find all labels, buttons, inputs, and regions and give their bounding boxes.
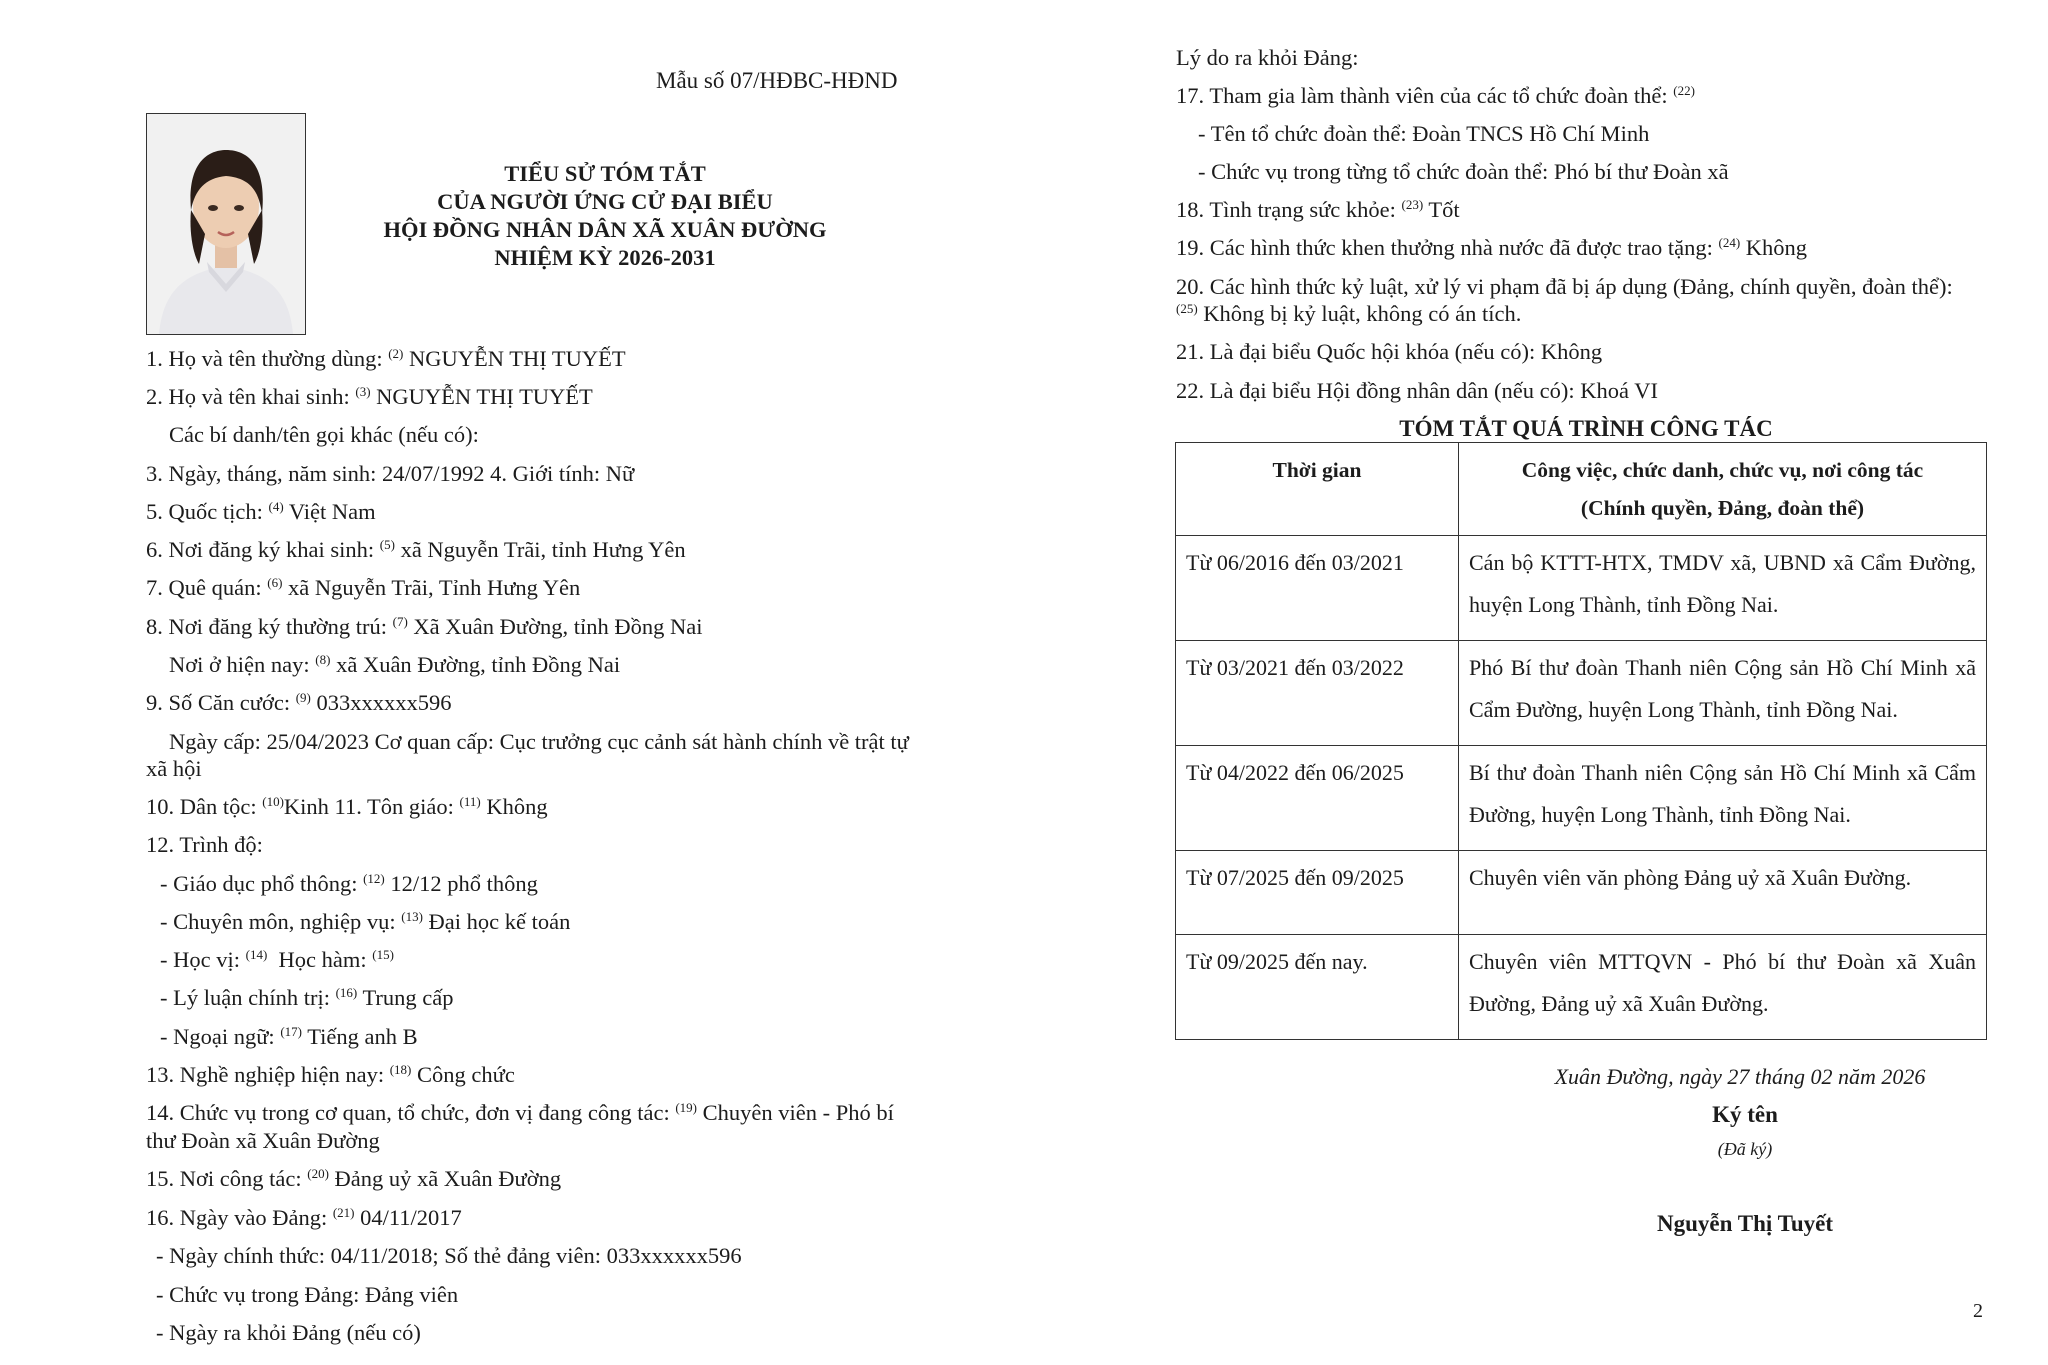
field-workplace [146,1164,561,1194]
footnote-ref: (18) [389,1062,412,1077]
cell-time: Từ 06/2016 đến 03/2021 [1176,536,1459,641]
field-value: xã Nguyễn Trãi, tỉnh Hưng Yên [400,537,686,562]
field-value: Đại học kế toán [428,909,571,934]
field-value: 033xxxxxx596 [316,690,452,715]
field-value: Tiếng anh B [307,1024,418,1049]
field-value: Không [1745,235,1808,260]
header-job-line: Công việc, chức danh, chức vụ, nơi công tác [1521,458,1924,482]
field-aliases: Các bí danh/tên gọi khác (nếu có): [169,422,479,447]
field-party-leave-reason: Lý do ra khỏi Đảng: [1176,45,1359,70]
field-party-official: - Ngày chính thức: 04/11/2018; Số thẻ đảng viên: 033xxxxxx596 [156,1243,742,1268]
signature-label: Ký tên [1712,1102,1778,1127]
footnote-ref: (12) [363,871,385,886]
title-line: TIỂU SỬ TÓM TẮT [504,161,706,186]
field-label: 10. Dân tộc: [146,794,257,819]
field-label: Nơi ở hiện nay: [169,652,310,677]
footnote-ref: (6) [267,575,283,590]
field-label: - Giáo dục phổ thông: [160,871,358,896]
field-nationality [146,497,376,527]
field-value: xã Xuân Đường, tỉnh Đồng Nai [336,652,621,677]
field-value: Trung cấp [362,985,454,1010]
field-value: 04/11/2017 [360,1205,462,1230]
field-national-assembly: 21. Là đại biểu Quốc hội khóa (nếu có): Không [1176,339,1603,364]
field-label: - Học vị: [160,947,240,972]
field-occupation [146,1060,515,1090]
field-label: 17. Tham gia làm thành viên của các tổ chức đoàn thể: [1176,83,1668,108]
cell-job: Chuyên viên văn phòng Đảng uỷ xã Xuân Đường. [1459,851,1987,935]
field-label: 9. Số Căn cước: [146,690,291,715]
portrait-image [147,114,305,334]
field-label: 14. Chức vụ trong cơ quan, tổ chức, đơn vị đang công tác: [146,1100,670,1125]
field-value: Chuyên viên - Phó bí [702,1100,894,1125]
header-job [1459,443,1987,536]
field-value: Công chức [417,1062,515,1087]
field-party-leave: - Ngày ra khỏi Đảng (nếu có) [156,1320,421,1345]
field-value: NGUYỄN THỊ TUYẾT [409,346,626,371]
header-job-line: (Chính quyền, Đảng, đoàn thể) [1580,496,1865,520]
field-peoples-council: 22. Là đại biểu Hội đồng nhân dân (nếu có): Khoá VI [1176,378,1658,403]
field-value: Đảng uỷ xã Xuân Đường [334,1166,562,1191]
footnote-ref: (25) [1176,301,1198,316]
portrait-photo [146,113,306,335]
field-ethnicity-religion [146,792,548,822]
footnote-ref: (5) [379,537,395,552]
field-value: NGUYỄN THỊ TUYẾT [376,384,593,409]
table-row [1176,935,1987,1040]
footnote-ref: (15) [372,947,394,962]
field-label: 13. Nghề nghiệp hiện nay: [146,1062,385,1087]
field-birth-registration [146,535,686,565]
field-label: 16. Ngày vào Đảng: [146,1205,328,1230]
signatory-name: Nguyễn Thị Tuyết [1657,1211,1833,1236]
field-birthdate-gender: 3. Ngày, tháng, năm sinh: 24/07/1992 4. Giới tính: Nữ [146,461,635,486]
field-label: 2. Họ và tên khai sinh: [146,384,350,409]
field-professional [160,907,570,937]
field-value: 12/12 phổ thông [390,871,538,896]
footnote-ref: (10) [262,794,284,809]
field-foreign-language [160,1022,418,1052]
cell-time: Từ 04/2022 đến 06/2025 [1176,746,1459,851]
page-number: 2 [1973,1300,1983,1322]
footnote-ref: (7) [392,614,408,629]
table-row [1176,536,1987,641]
cell-job: Bí thư đoàn Thanh niên Cộng sản Hồ Chí Minh xã Cẩm Đường, huyện Long Thành, tỉnh Đồng Nai. [1459,746,1987,851]
document-title [360,160,850,272]
footnote-ref: (21) [332,1205,355,1220]
field-organization-role: - Chức vụ trong từng tổ chức đoàn thể: Phó bí thư Đoàn xã [1198,159,1729,184]
footnote-ref: (4) [268,499,284,514]
title-line: NHIỆM KỲ 2026-2031 [494,245,716,270]
table-row [1176,746,1987,851]
field-organization-name: - Tên tổ chức đoàn thể: Đoàn TNCS Hồ Chí Minh [1198,121,1650,146]
field-current-residence [169,650,620,680]
field-label: 18. Tình trạng sức khỏe: [1176,197,1396,222]
cell-time: Từ 07/2025 đến 09/2025 [1176,851,1459,935]
field-education-heading: 12. Trình độ: [146,832,263,857]
field-value: Không bị kỷ luật, không có án tích. [1203,301,1522,326]
footnote-ref: (17) [280,1024,302,1039]
signature-place-date: Xuân Đường, ngày 27 tháng 02 năm 2026 [1554,1064,1926,1089]
field-position [146,1098,894,1128]
field-general-education [160,869,538,899]
header-time: Thời gian [1176,443,1459,536]
footnote-ref: (16) [335,985,358,1000]
field-label: 1. Họ và tên thường dùng: [146,346,383,371]
field-common-name [146,344,626,374]
field-value: Tốt [1428,197,1460,222]
cell-time: Từ 09/2025 đến nay. [1176,935,1459,1040]
work-history-title: TÓM TẮT QUÁ TRÌNH CÔNG TÁC [1399,416,1773,441]
form-code: Mẫu số 07/HĐBC-HĐND [656,68,898,93]
signed-note: (Đã ký) [1717,1139,1773,1159]
field-hometown [146,573,580,603]
field-health [1176,195,1460,225]
field-party-role: - Chức vụ trong Đảng: Đảng viên [156,1282,459,1307]
table-row [1176,851,1987,935]
field-label: Học hàm: [278,947,367,972]
field-label: - Ngoại ngữ: [160,1024,275,1049]
field-permanent-residence [146,612,702,642]
field-id-issue-cont: xã hội [146,756,202,781]
cell-time: Từ 03/2021 đến 03/2022 [1176,641,1459,746]
field-awards [1176,233,1807,263]
field-value: Xã Xuân Đường, tỉnh Đồng Nai [413,614,703,639]
field-position-cont: thư Đoàn xã Xuân Đường [146,1128,380,1153]
footnote-ref: (11) [459,794,481,809]
field-degree-title [160,945,394,975]
field-value: Không [486,794,548,819]
footnote-ref: (23) [1401,197,1424,212]
footnote-ref: (24) [1718,235,1741,250]
footnote-ref: (14) [245,947,268,962]
field-id-number [146,688,452,718]
footnote-ref: (9) [295,690,311,705]
field-label: - Chuyên môn, nghiệp vụ: [160,909,396,934]
field-discipline: 20. Các hình thức kỷ luật, xử lý vi phạm đã bị áp dụng (Đảng, chính quyền, đoàn thể): [1176,274,1953,299]
field-value: Việt Nam [288,499,376,524]
footnote-ref: (2) [388,346,404,361]
cell-job: Cán bộ KTTT-HTX, TMDV xã, UBND xã Cẩm Đường, huyện Long Thành, tỉnh Đồng Nai. [1459,536,1987,641]
footnote-ref: (20) [307,1166,329,1181]
table-header-row [1176,443,1987,536]
footnote-ref: (22) [1673,83,1695,98]
field-label: 6. Nơi đăng ký khai sinh: [146,537,375,562]
title-line: CỦA NGƯỜI ỨNG CỬ ĐẠI BIỂU [437,189,773,214]
table-row [1176,641,1987,746]
footnote-ref: (13) [401,909,423,924]
field-organizations [1176,81,1695,111]
field-label: - Lý luận chính trị: [160,985,330,1010]
field-label: 19. Các hình thức khen thưởng nhà nước đã được trao tặng: [1176,235,1713,260]
field-label: 5. Quốc tịch: [146,499,263,524]
field-label: 15. Nơi công tác: [146,1166,302,1191]
field-political-theory [160,983,454,1013]
field-value: xã Nguyễn Trãi, Tỉnh Hưng Yên [288,575,581,600]
field-label: 8. Nơi đăng ký thường trú: [146,614,387,639]
field-party-join-date [146,1203,462,1233]
field-id-issue: Ngày cấp: 25/04/2023 Cơ quan cấp: Cục trưởng cục cảnh sát hành chính về trật tự [169,729,909,754]
field-value: Kinh 11. Tôn giáo: [283,794,454,819]
title-line: HỘI ĐỒNG NHÂN DÂN XÃ XUÂN ĐƯỜNG [383,217,827,242]
cell-job: Phó Bí thư đoàn Thanh niên Cộng sản Hồ Chí Minh xã Cẩm Đường, huyện Long Thành, tỉnh Đồng Nai. [1459,641,1987,746]
field-birth-name [146,382,593,412]
footnote-ref: (19) [675,1100,697,1115]
field-label: 7. Quê quán: [146,575,262,600]
cell-job: Chuyên viên MTTQVN - Phó bí thư Đoàn xã Xuân Đường, Đảng uỷ xã Xuân Đường. [1459,935,1987,1040]
work-history-table [1175,442,1987,1040]
footnote-ref: (8) [315,652,331,667]
footnote-ref: (3) [355,384,371,399]
field-discipline-value [1176,299,1521,329]
